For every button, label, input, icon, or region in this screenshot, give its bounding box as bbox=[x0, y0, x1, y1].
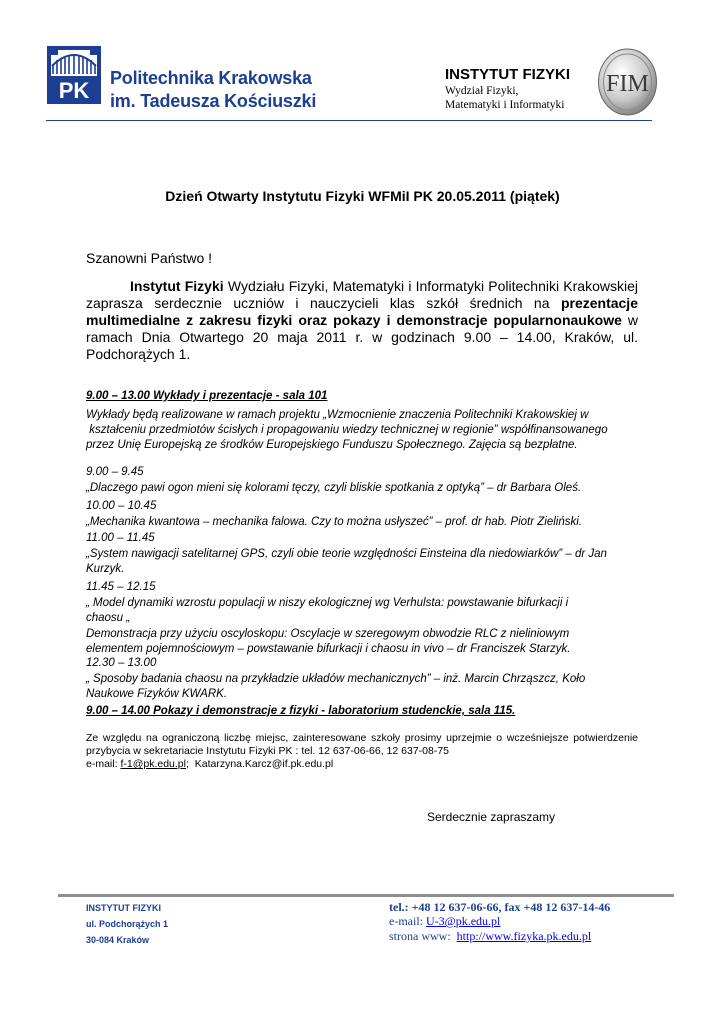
lecture-time: 10.00 – 10.45 bbox=[86, 500, 157, 512]
lecture-item bbox=[86, 656, 646, 703]
email-karcz: Katarzyna.Karcz@if.pk.edu.pl bbox=[194, 758, 334, 770]
lecture-line: elementem pojemnościowym – powstawanie bifurkacji i chaosu in vivo – dr Franciszek Starzyk. bbox=[86, 643, 571, 655]
intro-text-1: Wydziału Fizyki, Matematyki i Informatyki Politechniki Krakowskiej zaprasza serdecznie uczniów i nauczycieli klas szkół średnich na bbox=[86, 278, 638, 311]
document-title: Dzień Otwarty Instytutu Fizyki WFMiI PK 20.05.2011 (piątek) bbox=[165, 188, 560, 204]
greeting: Szanowni Państwo ! bbox=[86, 250, 213, 266]
lecture-time: 11.00 – 11.45 bbox=[86, 532, 155, 544]
lecture-time: 12.30 – 13.00 bbox=[86, 657, 157, 669]
section-1-desc-1: Wykłady będą realizowane w ramach projektu „Wzmocnienie znaczenia Politechniki Krakowskiej w bbox=[86, 409, 589, 421]
footer-street: ul. Podchorążych 1 bbox=[86, 919, 169, 929]
footer-rule bbox=[58, 894, 674, 897]
lecture-line: „Mechanika kwantowa – mechanika falowa. Czy to można usłyszeć” – prof. dr hab. Piotr Zieliński. bbox=[86, 515, 582, 528]
university-name: Politechnika Krakowska bbox=[110, 68, 312, 88]
note-email-line bbox=[86, 758, 638, 771]
institute-sub-2: Matematyki i Informatyki bbox=[445, 99, 565, 111]
intro-text-2: w ramach Dnia Otwartego 20 maja 2011 r. w godzinach 9.00 – 14.00, Kraków, ul. Podchorążych 1. bbox=[86, 312, 638, 362]
intro-bold-1: Instytut Fizyki bbox=[130, 278, 224, 294]
lecture-time: 11.45 – 12.15 bbox=[86, 581, 156, 593]
footer-www-line bbox=[389, 929, 591, 944]
lecture-line: „ Sposoby badania chaosu na przykładzie układów mechanicznych” – inż. Marcin Chrząszcz, Koło bbox=[86, 672, 586, 685]
intro-bold-2: prezentacje multimedialne z zakresu fizyki oraz pokazy i demonstracje popularnonaukowe bbox=[86, 295, 638, 328]
footer-email-link[interactable]: U-3@pk.edu.pl bbox=[425, 914, 501, 928]
footer-phone: tel.: +48 12 637-06-66, fax +48 12 637-14-46 bbox=[389, 900, 611, 914]
lecture-item bbox=[86, 531, 646, 578]
lecture-line: Kurzyk. bbox=[86, 563, 125, 575]
header-rule bbox=[46, 120, 652, 121]
lecture-item bbox=[86, 465, 646, 496]
section-2-heading: 9.00 – 14.00 Pokazy i demonstracje z fizyki - laboratorium studenckie, sala 115. bbox=[86, 705, 516, 717]
section-1-desc-3: przez Unię Europejską ze środków Europejskiego Funduszu Społecznego. Zajęcia są bezpłatne. bbox=[86, 439, 578, 451]
lecture-line: Demonstracja przy użyciu oscyloskopu: Oscylacje w szeregowym obwodzie RLC z nieliniowym bbox=[86, 627, 570, 640]
fim-logo bbox=[597, 47, 658, 117]
footer-institute: INSTYTUT FIZYKI bbox=[86, 903, 161, 913]
lecture-item bbox=[86, 580, 646, 658]
university-subname: im. Tadeusza Kościuszki bbox=[110, 91, 317, 111]
section-1-desc-2: kształceniu przedmiotów ścisłych i propagowaniu wiedzy technicznej w regionie” współfinansowanego bbox=[86, 424, 608, 436]
institute-sub-1: Wydział Fizyki, bbox=[445, 85, 519, 97]
closing-text: Serdecznie zapraszamy bbox=[427, 810, 556, 824]
note-text: Ze względu na ograniczoną liczbę miejsc, zainteresowane szkoły prosimy uprzejmie o wcześniejsze potwierdzenie przybycia w sekretariacie Instytutu Fizyki PK : tel. 12 637-06-66, 12 637-08-75 bbox=[86, 732, 638, 757]
pk-logo-text: PK bbox=[58, 78, 90, 103]
institute-title: INSTYTUT FIZYKI bbox=[445, 66, 570, 83]
note-email-label: e-mail: bbox=[86, 758, 121, 770]
footer-city: 30-084 Kraków bbox=[86, 935, 150, 945]
footer-www-link[interactable]: http://www.fizyka.pk.edu.pl bbox=[456, 929, 592, 943]
lecture-line: chaosu „ bbox=[86, 612, 131, 624]
fim-logo-text: FIM bbox=[606, 71, 649, 97]
lecture-line: „ Model dynamiki wzrostu populacji w niszy ekologicznej wg Verhulsta: powstawanie bifurkacji i bbox=[86, 596, 569, 609]
lecture-item bbox=[86, 499, 646, 530]
note-paragraph bbox=[86, 732, 638, 771]
email-link-f1[interactable]: f-1@pk.edu.pl bbox=[120, 758, 186, 770]
footer-email-line bbox=[389, 914, 500, 929]
pk-logo bbox=[47, 46, 101, 104]
intro-paragraph bbox=[86, 278, 638, 363]
note-email-sep: ; bbox=[185, 758, 195, 770]
lecture-time: 9.00 – 9.45 bbox=[86, 466, 144, 478]
footer-www-label: strona www: bbox=[389, 929, 457, 943]
lecture-line: „System nawigacji satelitarnej GPS, czyli obie teorie względności Einsteina dla niedowiarków” – dr Jan bbox=[86, 547, 607, 560]
lecture-line: „Dlaczego pawi ogon mieni się kolorami tęczy, czyli bliskie spotkania z optyką” – dr Barbara Oleś. bbox=[86, 481, 582, 494]
lecture-line: Naukowe Fizyków KWARK. bbox=[86, 688, 228, 700]
footer-email-label: e-mail: bbox=[389, 914, 426, 928]
section-1-heading: 9.00 – 13.00 Wykłady i prezentacje - sala 101 bbox=[86, 390, 328, 402]
